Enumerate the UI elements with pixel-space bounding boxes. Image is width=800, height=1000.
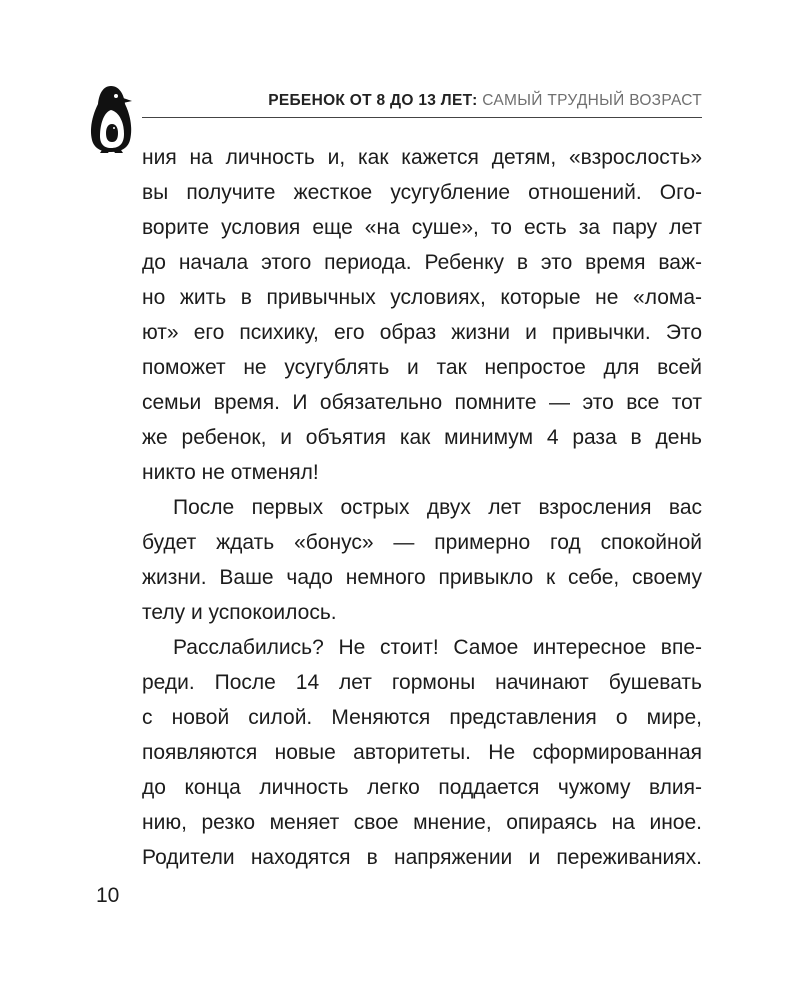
text-line: реди. После 14 лет гормоны начинают бушевать xyxy=(142,671,702,694)
text-line: до конца личность легко поддается чужому влия- xyxy=(142,776,702,799)
text-line: После первых острых двух лет взросления вас xyxy=(173,496,702,519)
running-head xyxy=(142,92,702,110)
text-line: семьи время. И обязательно помните — это все тот xyxy=(142,391,702,414)
text-line: же ребенок, и объятия как минимум 4 раза в день xyxy=(142,426,702,449)
text-line: ния на личность и, как кажется детям, «взрослость» xyxy=(142,146,702,169)
text-line: ворите условия еще «на суше», то есть за пару лет xyxy=(142,216,702,239)
text-line: никто не отменял! xyxy=(142,461,319,484)
text-line: появляются новые авторитеты. Не сформированная xyxy=(142,741,702,764)
text-line: ют» его психику, его образ жизни и привычки. Это xyxy=(142,321,702,344)
header-rule xyxy=(142,117,702,118)
text-line: жизни. Ваше чадо немного привыкло к себе, своему xyxy=(142,566,702,589)
text-line: Родители находятся в напряжении и переживаниях. xyxy=(142,846,702,869)
text-line: нию, резко меняет свое мнение, опираясь на иное. xyxy=(142,811,702,834)
text-line: вы получите жесткое усугубление отношений. Ого- xyxy=(142,181,702,204)
text-line: Расслабились? Не стоит! Самое интересное впе- xyxy=(173,636,702,659)
text-line: но жить в привычных условиях, которые не «лома- xyxy=(142,286,702,309)
text-line: поможет не усугублять и так непростое для всей xyxy=(142,356,702,379)
text-line: с новой силой. Меняются представления о мире, xyxy=(142,706,702,729)
text-line: до начала этого периода. Ребенку в это время важ- xyxy=(142,251,702,274)
running-head-bold: РЕБЕНОК ОТ 8 ДО 13 ЛЕТ: xyxy=(268,92,478,109)
text-line: телу и успокоилось. xyxy=(142,601,337,624)
page-number: 10 xyxy=(96,884,120,907)
running-head-light: САМЫЙ ТРУДНЫЙ ВОЗРАСТ xyxy=(482,92,702,109)
text-line: будет ждать «бонус» — примерно год спокойной xyxy=(142,531,702,554)
penguin-logo-icon xyxy=(88,84,134,154)
body-text xyxy=(142,140,702,875)
